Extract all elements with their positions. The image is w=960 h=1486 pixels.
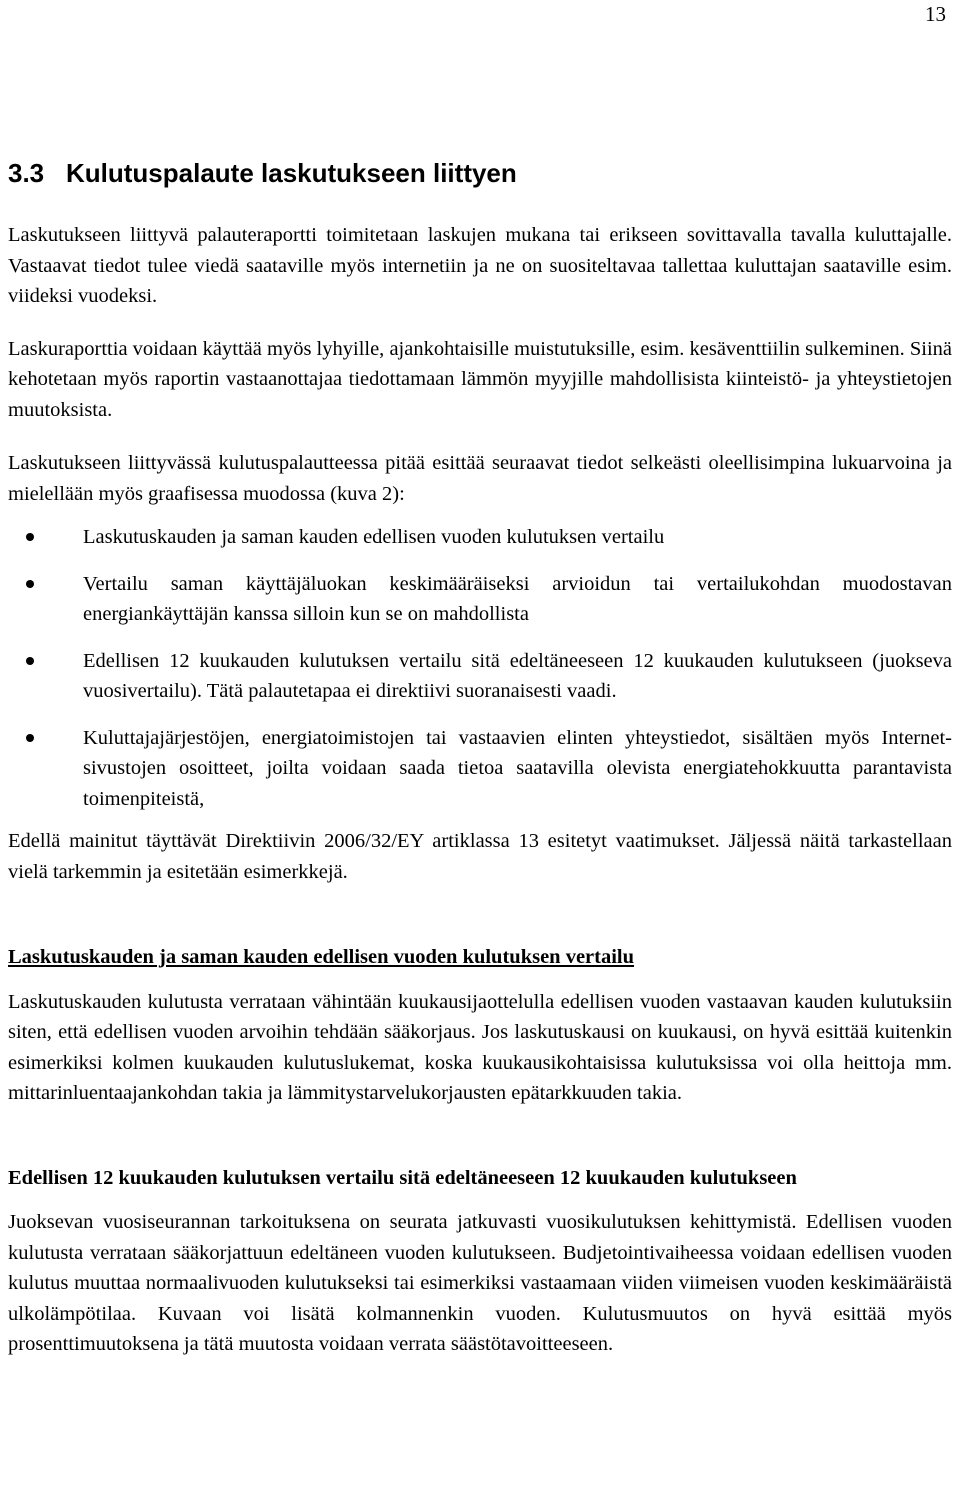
subsection-heading-rolling: Edellisen 12 kuukauden kulutuksen vertailu sitä edeltäneeseen 12 kuukauden kulutukseen: [8, 1166, 797, 1189]
requirements-list: [8, 522, 952, 814]
paragraph-directive: Edellä mainitut täyttävät Direktiivin 2006/32/EY artiklassa 13 esitetyt vaatimukset. Jäljessä näitä tarkastellaan vielä tarkemmin ja esitetään esimerkkejä.: [8, 830, 952, 883]
subsection-heading-seasonal: Laskutuskauden ja saman kauden edellisen vuoden kulutuksen vertailu: [8, 946, 635, 968]
bullet-icon: [26, 580, 34, 588]
list-item: [8, 569, 952, 630]
section-number: 3.3: [8, 158, 45, 188]
bullet-icon: [26, 734, 34, 742]
list-item-text: Edellisen 12 kuukauden kulutuksen vertailu sitä edeltäneeseen 12 kuukauden kulutukseen (juokseva vuosivertailu). Tätä palautetapaa ei direktiivi suoranaisesti vaadi.: [83, 649, 952, 702]
section-title: Kulutuspalaute laskutukseen liittyen: [66, 158, 517, 188]
paragraph-requirements-intro: Laskutukseen liittyvässä kulutuspalautteessa pitää esittää seuraavat tiedot selkeästi oleellisimpina lukuarvoina ja mielellään myös graafisessa muodossa (kuva 2):: [8, 452, 952, 505]
paragraph-reminders: Laskuraporttia voidaan käyttää myös lyhyille, ajankohtaisille muistutuksille, esim. kesäventtiilin sulkeminen. Siinä kehotetaan myös raportin vastaanottajaa tiedottamaan lämmön myyjille mahdollisista kiinteistö- ja yhteystietojen muutoksista.: [8, 337, 952, 421]
bullet-icon: [26, 533, 34, 541]
page-number: 13: [925, 2, 946, 26]
paragraph-intro: Laskutukseen liittyvä palauteraportti toimitetaan laskujen mukana tai erikseen sovittavalla tavalla kuluttajalle. Vastaavat tiedot tulee viedä saataville myös internetiin ja ne on suositeltavaa tallettaa kuluttajan saataville esim. viideksi vuodeksi.: [8, 224, 952, 307]
list-item-text: Vertailu saman käyttäjäluokan keskimääräiseksi arvioidun tai vertailukohdan muodostavan energiankäyttäjän kanssa silloin kun se on mahdollista: [83, 572, 952, 625]
list-item-text: Laskutuskauden ja saman kauden edellisen vuoden kulutuksen vertailu: [83, 526, 665, 548]
document-body: [8, 156, 952, 1360]
bullet-icon: [26, 657, 34, 665]
section-heading: [8, 156, 952, 190]
list-item-text: Kuluttajajärjestöjen, energiatoimistojen tai vastaavien elinten yhteystiedot, sisältäen myös Internet-sivustojen osoitteet, joilta voidaan saada tietoa saatavilla olevista energiatehokkuutta parantavista toimenpiteistä,: [83, 726, 952, 810]
list-item: [8, 723, 952, 815]
paragraph-seasonal-comparison: Laskutuskauden kulutusta verrataan vähintään kuukausijaottelulla edellisen vuoden vastaavan kauden kulutuksiin siten, että edellisen vuoden arvoihin tehdään sääkorjaus. Jos laskutuskausi on kuukausi, on hyvä esittää kuitenkin esimerkiksi kolmen kuukauden kulutuslukemat, koska kuukausikohtaisissa kulutuksissa voi olla heittoja mm. mittarinluentaajankohdan takia ja lämmitystarvelukorjausten epätarkkuuden takia.: [8, 990, 952, 1104]
list-item: [8, 646, 952, 707]
paragraph-rolling-comparison: Juoksevan vuosiseurannan tarkoituksena on seurata jatkuvasti vuosikulutuksen kehittymistä. Edellisen vuoden kulutusta verrataan sääkorjattuun edeltäneen vuoden kulutukseen. Budjetointivaiheessa voidaan edellisen vuoden kulutus muuttaa normaalivuoden kulutukseksi tai esimerkiksi vastaamaan viiden viimeisen vuoden keskimääräistä ulkolämpötilaa. Kuvaan voi lisätä kolmannenkin vuoden. Kulutusmuutos on hyvä esittää myös prosenttimuutoksena ja tätä muutosta voidaan verrata säästötavoitteeseen.: [8, 1211, 952, 1355]
list-item: [8, 522, 952, 553]
